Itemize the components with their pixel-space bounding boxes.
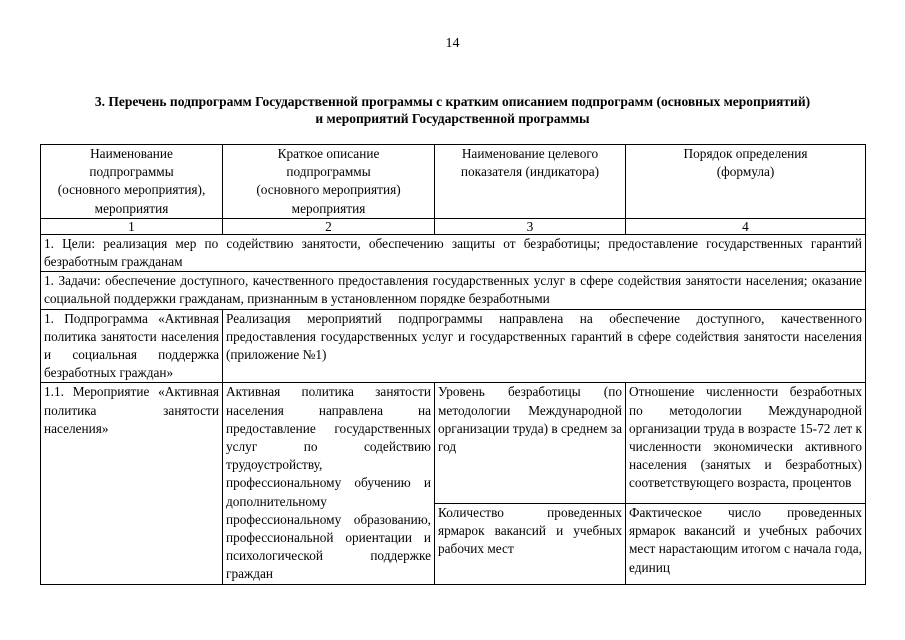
section-heading-line-1: 3. Перечень подпрограмм Государственной программы с кратким описанием подпрограмм (основных мероприятий) xyxy=(94,94,811,109)
column-number-cell: 2 xyxy=(223,218,435,234)
measure-name-cell: 1.1. Мероприятие «Активная политика занятости населения» xyxy=(41,383,223,584)
indicator-formula-cell: Фактическое число проведенных ярмарок вакансий и учебных рабочих мест нарастающим итогом с начала года, единиц xyxy=(626,503,866,584)
indicator-name-cell: Уровень безработицы (по методологии Международной организации труда) в среднем за год xyxy=(435,383,626,504)
page-number: 14 xyxy=(445,36,460,51)
measure-row xyxy=(41,383,866,504)
header-cell-name: Наименование подпрограммы (основного мероприятия), мероприятия xyxy=(41,145,223,219)
header-cell-indicator: Наименование целевого показателя (индикатора) xyxy=(435,145,626,219)
tasks-row xyxy=(41,272,866,309)
column-number-cell: 1 xyxy=(41,218,223,234)
tasks-cell: 1. Задачи: обеспечение доступного, качественного предоставления государственных услуг в сфере содействия занятости населения; оказание социальной поддержки гражданам, признанным в установленном порядке безработными xyxy=(41,272,866,309)
header-cell-formula: Порядок определения (формула) xyxy=(626,145,866,219)
goals-cell: 1. Цели: реализация мер по содействию занятости, обеспечению защиты от безработицы; предоставление государственных гарантий безработным гражданам xyxy=(41,234,866,271)
column-number-row xyxy=(41,218,866,234)
section-heading xyxy=(40,93,865,127)
header-cell-description: Краткое описание подпрограммы (основного мероприятия) мероприятия xyxy=(223,145,435,219)
table-header-row xyxy=(41,145,866,219)
subprograms-table xyxy=(40,144,866,585)
column-number-cell: 4 xyxy=(626,218,866,234)
subprogram-row xyxy=(41,309,866,383)
subprogram-description-cell: Реализация мероприятий подпрограммы направлена на обеспечение доступного, качественного предоставления государственных услуг и государственных гарантий в сфере содействия занятости населения (приложение №1) xyxy=(223,309,866,383)
indicator-name-cell: Количество проведенных ярмарок вакансий и учебных рабочих мест xyxy=(435,503,626,584)
column-number-cell: 3 xyxy=(435,218,626,234)
subprogram-name-cell: 1. Подпрограмма «Активная политика занятости населения и социальная поддержка безработных граждан» xyxy=(41,309,223,383)
goals-row xyxy=(41,234,866,271)
measure-description-cell: Активная политика занятости населения направлена на предоставление государственных услуг по содействию трудоустройству, профессиональному обучению и дополнительному профессиональному образованию, профессиональной ориентации и психологической поддержке граждан xyxy=(223,383,435,584)
section-heading-line-2: и мероприятий Государственной программы xyxy=(315,111,590,126)
indicator-formula-cell: Отношение численности безработных по методологии Международной организации труда в возрасте 15-72 лет к численности экономически активного населения (занятых и безработных) соответствующего возраста, процентов xyxy=(626,383,866,504)
